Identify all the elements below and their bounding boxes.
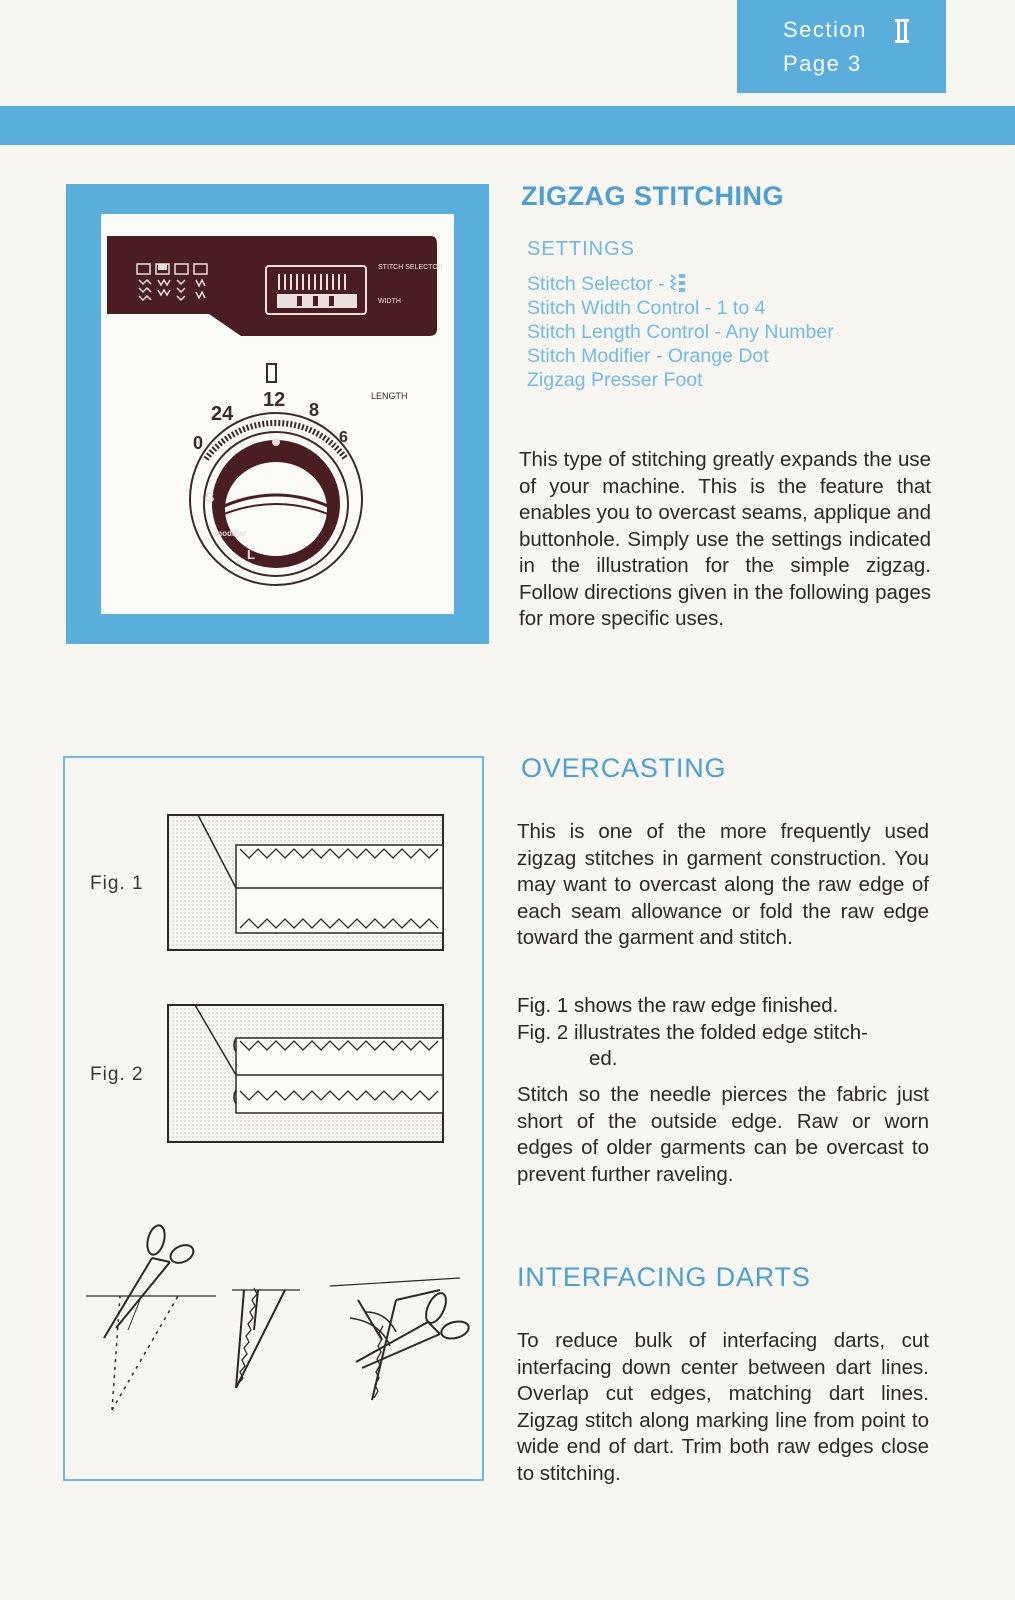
width-label: WIDTH: [378, 298, 401, 305]
setting-item: Stitch Modifier - Orange Dot: [527, 345, 769, 367]
dial-num-0: 0: [193, 433, 204, 453]
dial-num-24: 24: [211, 403, 234, 425]
fig2-drawing: [168, 1005, 443, 1142]
fig2-note: Fig. 2 illustrates the folded edge stitch-: [517, 1020, 868, 1044]
setting-item: Stitch Width Control - 1 to 4: [527, 297, 766, 319]
fig2-note-cont: ed.: [589, 1047, 618, 1070]
dial-letter-s: S: [205, 489, 215, 505]
stitch-selector-label: STITCH SELECTOR: [378, 264, 443, 271]
interfacing-body: To reduce bulk of interfacing darts, cut interfacing down center between dart lines. Overlap cut edges, matching dart lines. Zigzag stitch along marking line from point to wide end of dart. Trim both raw edges close to stitching.: [517, 1329, 929, 1485]
fig1-drawing: [168, 815, 443, 950]
fig2-label: Fig. 2: [90, 1064, 144, 1085]
dial-letter-l: L: [247, 547, 255, 562]
zigzag-body: This type of stitching greatly expands the use of your machine. This is the feature that enables you to overcast seams, applique and buttonhole. Simply use the settings indicated in the illustration for the simple zigzag. Follow directions given in the following pages for more specific uses.: [519, 448, 931, 630]
dial-num-8: 8: [309, 400, 320, 420]
page-label: Page 3: [783, 51, 862, 76]
dial-num-6: 6: [339, 429, 348, 446]
overcasting-figure-notes: [517, 993, 937, 1073]
fig1-note: Fig. 1 shows the raw edge finished.: [517, 994, 839, 1017]
dial-modifier: modifier: [215, 529, 247, 538]
setting-item: Stitch Length Control - Any Number: [527, 321, 834, 343]
dial-num-12: 12: [263, 389, 286, 411]
zigzag-heading: ZIGZAG STITCHING: [521, 181, 784, 211]
length-label: LENGTH: [371, 391, 408, 401]
section-label: Section: [783, 17, 867, 42]
overcasting-heading: OVERCASTING: [521, 753, 727, 783]
overcasting-paragraph-3: Stitch so the needle pierces the fabric just short of the outside edge. Raw or worn edges of older garments can be overcast to prevent further raveling.: [517, 1083, 929, 1186]
interfacing-dart-drawing: [86, 1223, 471, 1410]
overcasting-paragraph-1: This is one of the more frequently used zigzag stitches in garment construction. You may want to overcast along the raw edge of each seam allowance or fold the raw edge toward the garment and stitch.: [517, 820, 929, 949]
setting-item: Zigzag Presser Foot: [527, 369, 703, 391]
setting-item: Stitch Selector -: [527, 272, 834, 296]
fig1-label: Fig. 1: [90, 873, 144, 894]
settings-title: SETTINGS: [527, 238, 636, 260]
interfacing-heading: INTERFACING DARTS: [517, 1262, 811, 1292]
